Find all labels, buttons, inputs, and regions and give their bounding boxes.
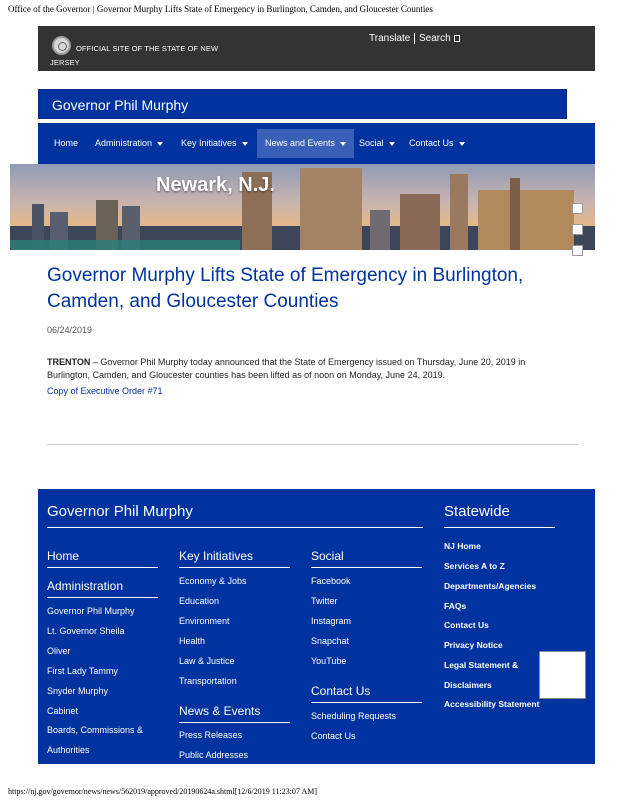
executive-order-link[interactable]: Copy of Executive Order #71 [47, 386, 163, 396]
footer-link[interactable]: Health [179, 636, 206, 646]
skyline-building [300, 168, 362, 250]
footer-link[interactable]: Oliver [47, 646, 71, 656]
footer-link[interactable]: Governor Phil Murphy [47, 606, 135, 616]
skyline-building [370, 210, 390, 250]
statewide-link[interactable]: Privacy Notice [444, 640, 503, 650]
footer-link[interactable]: Boards, Commissions & [47, 725, 144, 735]
footer-contact-heading[interactable]: Contact Us [311, 684, 371, 698]
official-site-label[interactable]: OFFICIAL SITE OF THE STATE OF NEW JERSEY [50, 44, 219, 67]
footer-title[interactable]: Governor Phil Murphy [47, 503, 193, 520]
nav-administration-label: Administration [95, 138, 153, 148]
article-date: 06/24/2019 [47, 325, 93, 335]
share-icon[interactable] [572, 224, 583, 235]
chevron-down-icon [242, 142, 248, 146]
footer-link[interactable]: YouTube [311, 656, 347, 666]
nav-news-and-events-label: News and Events [265, 138, 336, 148]
governor-title-bar[interactable] [38, 89, 567, 119]
main-nav [38, 123, 595, 164]
footer-divider [179, 567, 290, 568]
skyline-building [450, 174, 468, 250]
footer-link[interactable]: Economy & Jobs [179, 576, 247, 586]
nav-key-initiatives[interactable] [181, 129, 248, 158]
footer-link[interactable]: Facebook [311, 576, 351, 586]
search-icon [454, 35, 460, 42]
chevron-down-icon [459, 142, 465, 146]
nav-news-and-events[interactable] [257, 129, 354, 158]
footer-link[interactable]: Twitter [311, 596, 338, 606]
chevron-down-icon [389, 142, 395, 146]
translate-button[interactable]: Translate [369, 33, 415, 44]
search-button[interactable] [419, 33, 460, 44]
skyline-building [478, 190, 574, 250]
footer-news-events-heading[interactable]: News & Events [179, 704, 261, 718]
bridge-lights [10, 240, 240, 250]
statewide-link[interactable]: Legal Statement & [444, 660, 519, 670]
statewide-link[interactable]: Contact Us [444, 620, 489, 630]
share-icon[interactable] [572, 203, 583, 214]
search-label: Search [419, 33, 451, 44]
footer-link[interactable]: Contact Us [311, 731, 356, 741]
footer-link[interactable]: Environment [179, 616, 230, 626]
footer-divider [311, 567, 422, 568]
footer-link[interactable]: Public Addresses [179, 750, 249, 760]
state-topbar [38, 26, 595, 71]
banner-title: Newark, N.J. [156, 174, 275, 196]
chevron-down-icon [340, 142, 346, 146]
pdf-print-footer: https://nj.gov/governor/news/news/562019/approved/20190624a.shtml[12/6/2019 11:23:07 AM] [8, 787, 318, 796]
footer-link[interactable]: Snapchat [311, 636, 350, 646]
footer-key-initiatives-heading[interactable]: Key Initiatives [179, 549, 254, 563]
nav-contact-us-label: Contact Us [409, 138, 454, 148]
article-body-text: – Governor Phil Murphy today announced that the State of Emergency issued on Thursday, June 20, 2019 in Burlington, Camden, and Gloucester counties has been lifted as of noon on Monday, June 24, 2019. [47, 357, 526, 380]
city-banner-image [10, 164, 595, 250]
footer-link[interactable]: Lt. Governor Sheila [47, 626, 125, 636]
footer-home-link[interactable]: Home [47, 549, 80, 563]
footer-link[interactable]: Scheduling Requests [311, 711, 397, 721]
footer-link[interactable]: Law & Justice [179, 656, 235, 666]
share-icon[interactable] [572, 245, 583, 256]
skyline-building [400, 194, 440, 250]
site-footer [38, 489, 595, 764]
statewide-link[interactable]: Disclaimers [444, 680, 492, 690]
footer-link[interactable]: Press Releases [179, 730, 243, 740]
footer-social-heading[interactable]: Social [311, 549, 344, 563]
footer-link[interactable]: Snyder Murphy [47, 686, 109, 696]
statewide-link[interactable]: Accessibility Statement [444, 699, 540, 709]
article-title: Governor Murphy Lifts State of Emergency in Burlington, Camden, and Gloucester Counties [47, 265, 524, 312]
chevron-down-icon [157, 142, 163, 146]
article-body [47, 356, 567, 382]
footer-divider [179, 722, 290, 723]
nav-administration[interactable] [95, 129, 163, 158]
footer-statewide-title: Statewide [444, 503, 510, 520]
governor-title: Governor Phil Murphy [52, 97, 189, 113]
footer-link[interactable]: Instagram [311, 616, 352, 626]
footer-link[interactable]: First Lady Tammy [47, 666, 118, 676]
footer-divider [47, 527, 423, 528]
article-dateline: TRENTON [47, 357, 91, 367]
nav-home-label: Home [54, 138, 79, 148]
footer-divider [47, 597, 158, 598]
footer-link[interactable]: Authorities [47, 745, 90, 755]
pdf-print-header: Office of the Governor | Governor Murphy Lifts State of Emergency in Burlington, Camden, and Gloucester Counties [8, 4, 433, 14]
chat-widget-box[interactable] [539, 651, 586, 699]
statewide-link[interactable]: Departments/Agencies [444, 581, 537, 591]
statewide-link[interactable]: FAQs [444, 601, 467, 611]
footer-link[interactable]: Education [179, 596, 220, 606]
footer-link[interactable]: Transportation [179, 676, 237, 686]
footer-link[interactable]: Cabinet [47, 706, 79, 716]
footer-administration-heading[interactable]: Administration [47, 579, 124, 593]
divider [47, 444, 578, 445]
nav-home[interactable] [54, 129, 78, 158]
footer-divider [47, 567, 158, 568]
statewide-link[interactable]: Services A to Z [444, 561, 505, 571]
nav-key-initiatives-label: Key Initiatives [181, 138, 237, 148]
skyline-building [510, 178, 520, 250]
nav-social-label: Social [359, 138, 384, 148]
footer-divider [311, 702, 422, 703]
statewide-link[interactable]: NJ Home [444, 541, 481, 551]
nav-contact-us[interactable] [409, 129, 465, 158]
footer-divider [444, 527, 555, 528]
nav-social[interactable] [359, 129, 395, 158]
